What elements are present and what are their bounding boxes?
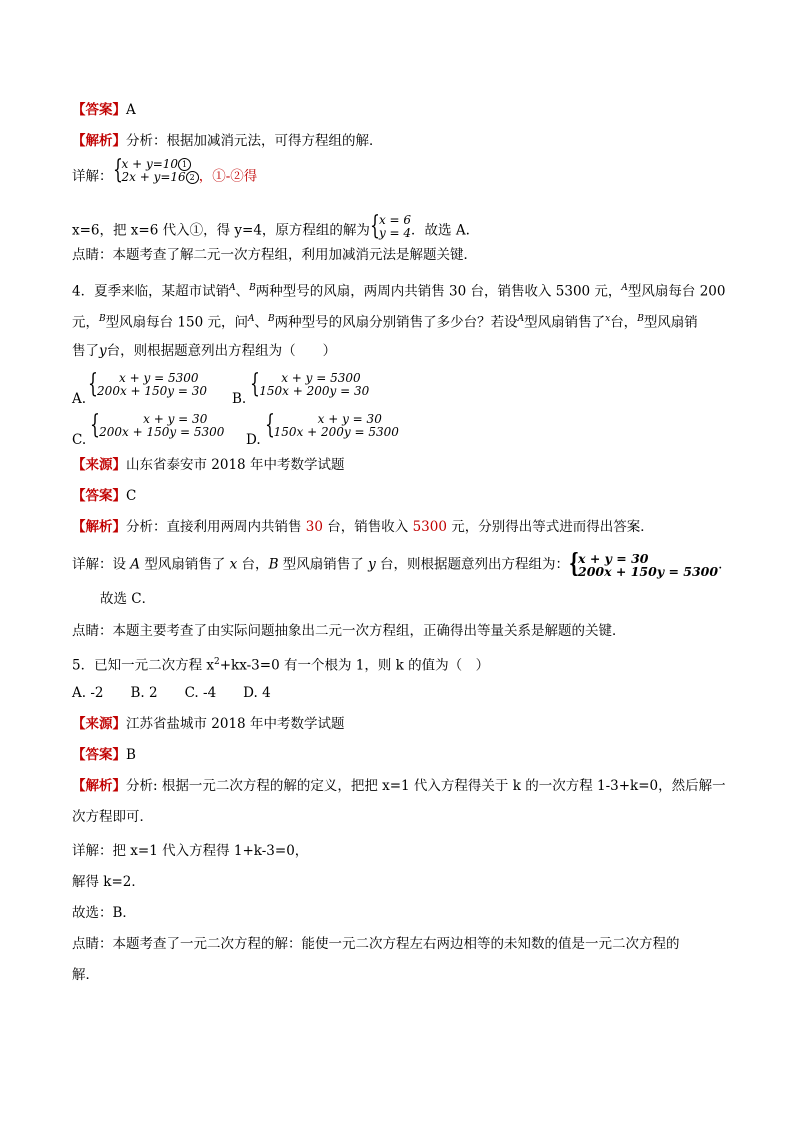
var-A: A bbox=[229, 283, 236, 293]
detail-text: 型风扇销售了 bbox=[140, 556, 230, 573]
answer-system: { x + y = 30 200x + 150y = 5300 bbox=[569, 549, 719, 579]
q5-solve-line bbox=[72, 872, 145, 892]
detail-text: 台，则根据题意列出方程组为： bbox=[375, 556, 570, 573]
q4-comment-line bbox=[72, 621, 626, 641]
answer-value: A bbox=[126, 102, 136, 118]
q5-answer-line bbox=[72, 745, 136, 765]
solution-system: { x = 6 y = 4 bbox=[369, 211, 412, 241]
answer-tag: 【答案】 bbox=[72, 488, 126, 504]
analysis-text: 台，销售收入 bbox=[322, 519, 413, 535]
comment-label: 点睛： bbox=[72, 623, 113, 639]
solve-text: 解得 k=2． bbox=[72, 874, 145, 890]
detail-text: 型风扇销售了 bbox=[278, 556, 369, 573]
stem-text: 售了 bbox=[72, 343, 99, 359]
answer-value: B bbox=[126, 747, 136, 763]
analysis-text: 次方程即可． bbox=[72, 809, 153, 825]
var-B: B bbox=[249, 283, 256, 293]
q3-comment-line bbox=[72, 245, 477, 265]
option-label: A. bbox=[72, 390, 87, 407]
options-text: A. -2 B. 2 C. -4 D. 4 bbox=[72, 685, 271, 701]
answer-tag: 【答案】 bbox=[72, 102, 126, 118]
equation-1: x + y=10 bbox=[121, 157, 179, 171]
option-row-2: 200x + 150y = 30 bbox=[97, 384, 208, 398]
stem-text: 型风扇每台 150 元，问 bbox=[105, 314, 248, 331]
choice-text: 故选：B． bbox=[72, 905, 136, 921]
option-row-1: x + y = 30 bbox=[317, 412, 382, 426]
q5-stem-line bbox=[72, 652, 489, 676]
solution-text-a: x=6，把 x=6 代入①，得 y=4，原方程组的解为 bbox=[72, 222, 370, 239]
detail-label: 详解： bbox=[72, 168, 113, 185]
var-B: B bbox=[637, 314, 644, 324]
option-system: { x + y = 30 150x + 200y = 5300 bbox=[264, 410, 399, 440]
q5-source-line bbox=[72, 714, 344, 734]
stem-text: 型风扇销售了 bbox=[524, 314, 606, 331]
equation-system: { x + y=10 1 2x + y=16 2 bbox=[113, 158, 199, 184]
system-row-2: 200x + 150y = 5300 bbox=[578, 564, 719, 579]
var-B: B bbox=[267, 314, 275, 324]
q4-analysis-line bbox=[72, 517, 654, 537]
option-system: { x + y = 5300 150x + 200y = 30 bbox=[250, 369, 370, 399]
q5-detail-line bbox=[72, 841, 308, 861]
analysis-text: 分析：直接利用两周内共销售 bbox=[126, 519, 306, 535]
comment-text: 本题考查了解二元一次方程组，利用加减消元法是解题关键． bbox=[112, 247, 477, 263]
q5-options-line bbox=[72, 683, 271, 703]
stem-text: 元， bbox=[72, 314, 99, 331]
analysis-tag: 【解析】 bbox=[72, 778, 126, 794]
var-A: A bbox=[621, 283, 628, 293]
source-text: 山东省泰安市 2018 年中考数学试题 bbox=[126, 457, 345, 473]
source-tag: 【来源】 bbox=[72, 457, 126, 473]
q4-stem-line-1 bbox=[72, 278, 725, 302]
q4-source-line bbox=[72, 455, 344, 475]
comment-text: 点睛：本题考查了一元二次方程的解：能使一元二次方程左右两边相等的未知数的值是一元二次方程的 bbox=[72, 936, 680, 952]
circled-number-1: 1 bbox=[178, 158, 191, 171]
q3-detail-line bbox=[72, 155, 258, 190]
stem-text: 两种型号的风扇分别销售了多少台？若设 bbox=[274, 314, 518, 331]
var-A: A bbox=[517, 314, 525, 324]
q4-choice-line bbox=[100, 589, 155, 609]
q5-comment-line-1 bbox=[72, 934, 680, 954]
option-row-2: 200x + 150y = 5300 bbox=[99, 425, 225, 439]
analysis-text: 分析: 根据一元二次方程的解的定义，把把 x=1 代入方程得关于 k 的一次方程 1-3+k=0，然后解一 bbox=[126, 778, 726, 794]
q5-comment-line-2 bbox=[72, 965, 99, 985]
source-text: 江苏省盐城市 2018 年中考数学试题 bbox=[126, 716, 345, 732]
detail-text: 详解：设 bbox=[72, 556, 131, 573]
q5-analysis-line-2 bbox=[72, 807, 153, 827]
q4-stem-line-2 bbox=[72, 309, 698, 333]
var-x: x bbox=[605, 314, 611, 324]
q4-answer-line bbox=[72, 486, 136, 506]
stem-text: 4．夏季来临，某超市试销 bbox=[72, 283, 230, 300]
separator: 、 bbox=[235, 283, 250, 300]
comment-text: 解． bbox=[72, 967, 99, 983]
analysis-tag: 【解析】 bbox=[72, 133, 126, 149]
option-row-1: x + y = 5300 bbox=[119, 371, 199, 385]
var-A: A bbox=[130, 556, 141, 573]
stem-text: 台，则根据题意列出方程组为（ ） bbox=[106, 343, 337, 359]
var-y: y bbox=[368, 556, 376, 573]
answer-tag: 【答案】 bbox=[72, 747, 126, 763]
option-row-1: x + y = 30 bbox=[143, 412, 208, 426]
equation-2: 2x + y=16 bbox=[121, 170, 186, 184]
option-system: { x + y = 30 200x + 150y = 5300 bbox=[90, 410, 225, 440]
analysis-text: 元，分别得出等式进而得出答案． bbox=[446, 519, 654, 535]
stem-text: +kx-3=0 有一个根为 1，则 k 的值为（ ） bbox=[219, 657, 490, 674]
system-row-1: x + y = 30 bbox=[578, 551, 649, 566]
comment-label: 点睛： bbox=[72, 247, 113, 263]
analysis-number: 30 bbox=[305, 519, 323, 535]
separator: 、 bbox=[254, 314, 268, 331]
solution-x: x = 6 bbox=[378, 213, 412, 227]
exponent: 2 bbox=[214, 657, 220, 667]
option-system: { x + y = 5300 200x + 150y = 30 bbox=[88, 369, 208, 399]
stem-text: 型风扇每台 200 bbox=[627, 283, 726, 300]
detail-text: 台， bbox=[237, 556, 269, 573]
option-label: C. bbox=[72, 431, 87, 448]
option-d[interactable] bbox=[246, 410, 399, 448]
analysis-text: 分析：根据加减消元法，可得方程组的解． bbox=[126, 133, 383, 149]
choice-text: 故选 C． bbox=[100, 591, 156, 607]
detail-after: ，①-②得 bbox=[198, 168, 258, 185]
analysis-tag: 【解析】 bbox=[72, 519, 126, 535]
var-x: x bbox=[229, 556, 238, 573]
stem-text: 型风扇销 bbox=[643, 314, 698, 331]
option-b[interactable] bbox=[232, 369, 370, 407]
q3-analysis-line bbox=[72, 131, 383, 151]
var-B: B bbox=[268, 556, 279, 573]
option-a[interactable] bbox=[72, 369, 208, 407]
analysis-number: 5300 bbox=[412, 519, 447, 535]
stem-text: 两种型号的风扇，两周内共销售 30 台，销售收入 5300 元， bbox=[255, 283, 622, 300]
stem-text: 台， bbox=[610, 314, 638, 331]
option-row-2: 150x + 200y = 5300 bbox=[273, 425, 399, 439]
answer-value: C bbox=[126, 488, 137, 504]
var-y: y bbox=[99, 343, 107, 359]
var-B: B bbox=[99, 314, 106, 324]
q4-stem-line-3 bbox=[72, 341, 336, 361]
comment-text: 本题主要考查了由实际问题抽象出二元一次方程组，正确得出等量关系是解题的关键． bbox=[112, 623, 626, 639]
var-A: A bbox=[247, 314, 255, 324]
detail-text: 详解：把 x=1 代入方程得 1+k-3=0， bbox=[72, 843, 309, 859]
option-label: D. bbox=[246, 431, 261, 448]
solution-y: y = 4 bbox=[378, 226, 412, 240]
q3-answer-line bbox=[72, 100, 136, 120]
option-row-1: x + y = 5300 bbox=[281, 371, 361, 385]
q4-detail-line bbox=[72, 549, 723, 579]
solution-text-b: ．故选 A. bbox=[411, 222, 470, 239]
q3-solution-line bbox=[72, 211, 470, 244]
source-tag: 【来源】 bbox=[72, 716, 126, 732]
q5-analysis-line-1 bbox=[72, 776, 726, 796]
option-c[interactable] bbox=[72, 410, 225, 448]
q5-choice-line bbox=[72, 903, 136, 923]
option-row-2: 150x + 200y = 30 bbox=[259, 384, 370, 398]
option-label: B. bbox=[232, 390, 247, 407]
detail-end: . bbox=[718, 556, 723, 573]
circled-number-2: 2 bbox=[186, 171, 199, 184]
stem-text: 5．已知一元二次方程 x bbox=[72, 657, 214, 674]
